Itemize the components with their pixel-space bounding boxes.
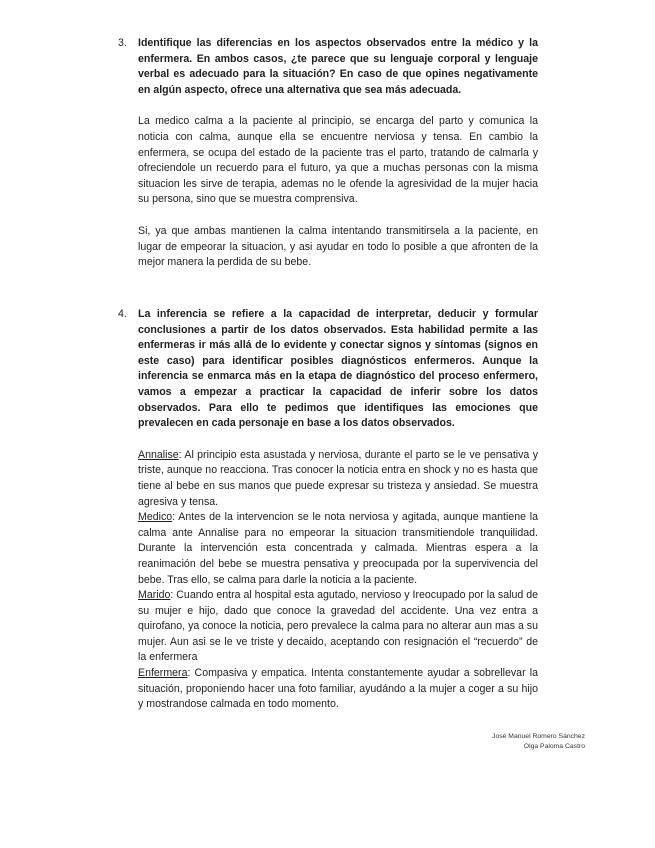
question-text: La inferencia se refiere a la capacidad de interpretar, deducir y formular conclusiones a partir de los datos observados. Esta habilidad permite a las enfermeras ir más allá de lo evidente y conectar signos y síntomas (signos en este caso) para identificar posibles diagnósticos enfermeros. Aunque la inferencia se enmarca más en la etapa de diagnóstico del proceso enfermero, vamos a empezar a practicar la capacidad de inferir sobre los datos observados. Para ello te pedimos que identifiques las emociones que prevalecen en cada personaje en base a los datos observados. — [138, 308, 538, 430]
answer-paragraph: Si, ya que ambas mantienen la calma intentando transmitirsela a la paciente, en lugar de empeorar la situacion, y asi ayudar en todo lo posible a que afronten de la mejor manera la perdida de su bebe. — [138, 224, 538, 269]
question-body — [138, 307, 538, 713]
character-description: : Al principio esta asustada y nerviosa, durante el parto se le ve pensativa y triste, aunque no reacciona. Tras conocer la noticia entra en shock y no es hasta que tiene al bebe en sus manos que puede expresar su tristeza y ansiedad. Se muestra agresiva y tensa. — [138, 448, 538, 508]
character-name: Enfermera — [138, 667, 188, 680]
question-number: 4. — [118, 308, 127, 320]
character-description: : Cuando entra al hospital esta agutado, nervioso y Ireocupado por la salud de su mujer e hijo, dado que conoce la gravedad del accidente. Una vez entra a quirofano, ya conoce la noticia, pero prevalece la calma para no alterar aun mas a su mujer. Aun asi se le ve triste y decaido, aceptando con resignación el “recuerdo” de la enfermera — [138, 589, 538, 664]
question-3 — [118, 36, 538, 271]
character-paragraph — [138, 448, 538, 510]
author-names — [492, 732, 585, 752]
author-name: Olga Paloma Castro — [523, 743, 585, 750]
character-paragraph — [138, 510, 538, 588]
character-name: Medico — [138, 511, 173, 524]
character-description: : Compasiva y empatica. Intenta constantemente ayudar a sobrellevar la situación, proponiendo hacer una foto familiar, ayudándo a la mujer a coger a su hijo y mostrandose calmada en todo momento. — [138, 667, 538, 711]
character-paragraph — [138, 666, 538, 713]
character-description: : Antes de la intervencion se le nota nerviosa y agitada, aunque mantiene la calma ante Annalise para no empeorar la situacion transmitiendole tranquilidad. Durante la intervención esta concentrada y calmada. Mientras espera a la reanimación del bebe se muestra pensativa y preocupada por la supervivencia del bebe. Tras ello, se calma para darle la noticia a la paciente. — [138, 511, 538, 586]
character-name: Marido — [138, 589, 171, 602]
author-name: José Manuel Romero Sánchez — [492, 733, 585, 740]
answer-paragraph: La medico calma a la paciente al principio, se encarga del parto y comunica la noticia con calma, aunque ella se encuentre nerviosa y tensa. En cambio la enfermera, se ocupa del estado de la paciente tras el parto, tratando de calmarla y ofreciendole un recuerdo para el futuro, ya que a muchas personas con la misma situacion les sirve de terapia, ademas no le ofende la agresividad de la mujer hacia su persona, sino que se muestra comprensiva. — [138, 115, 538, 206]
character-paragraph — [138, 588, 538, 666]
question-number: 3. — [118, 37, 127, 49]
character-name: Annalise — [138, 448, 179, 461]
question-body — [138, 36, 538, 271]
question-4 — [118, 307, 538, 713]
question-text: Identifique las diferencias en los aspectos observados entre la médico y la enfermera. En ambos casos, ¿te parece que su lenguaje corporal y lenguaje verbal es adecuado para la situación? En caso de que opines negativamente en algún aspecto, ofrece una alternativa que sea más adecuada. — [138, 37, 538, 96]
